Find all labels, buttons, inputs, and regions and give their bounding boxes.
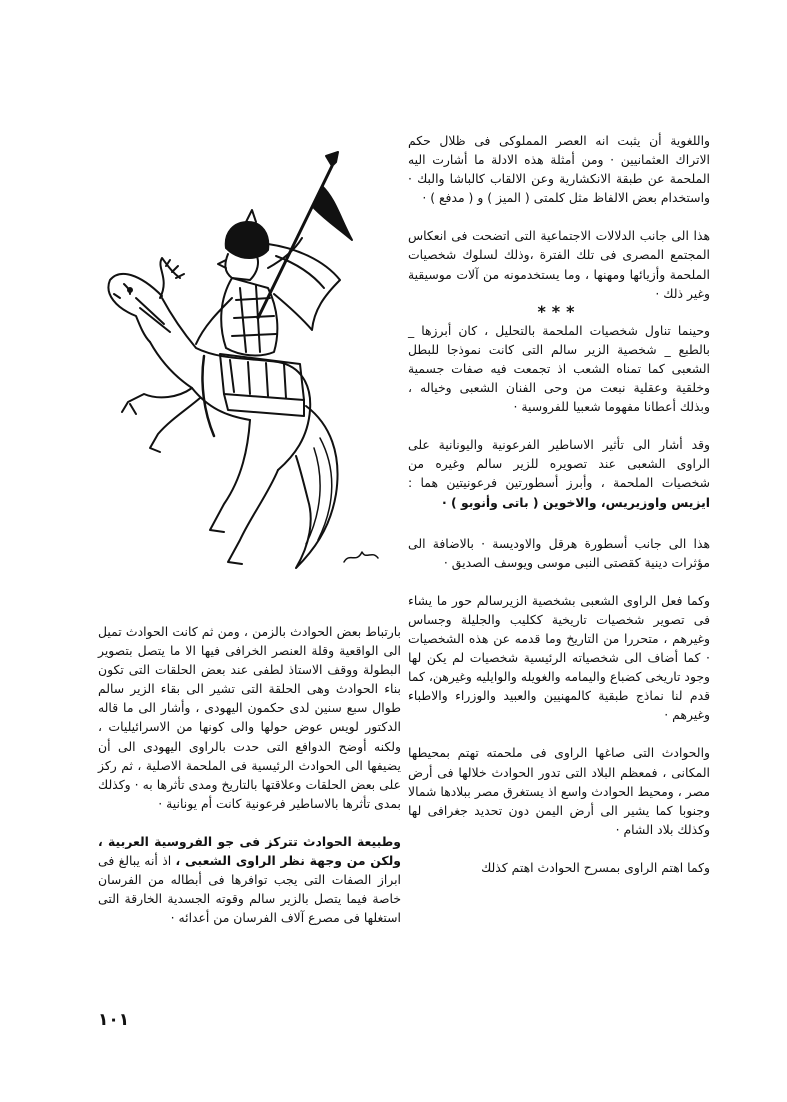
right-text-column [408, 131, 710, 877]
page-number: ١٠١ [98, 1010, 130, 1030]
paragraph-text: اذ أنه يبالغ فى ابراز الصفات التى يجب توافرها فى أبطاله من الفرسان خاصة فيما يتصل بالزير سالم وقوته الجسدية الخارقة التى استغلها فى مصرع آلاف الفرسان من أعدائه · [98, 853, 401, 926]
paragraph [98, 832, 401, 927]
paragraph: هذا الى جانب أسطورة هرقل والاوديسة · بالاضافة الى مؤثرات دينية كقصتى النبى موسى ويوسف الصديق · [408, 535, 710, 570]
paragraph: وكما اهتم الراوى بمسرح الحوادث اهتم كذلك [481, 859, 710, 875]
paragraph: وحينما تناول شخصيات الملحمة بالتحليل ، كان أبرزها _ بالطبع _ شخصية الزير سالم التى كانت نموذجا للبطل الشعبى كما تمناه الشعب اذ تجمعت فيه صفات جسمية وخلقية وعقلية نبعت من وحى الفنان الشعبى وخياله ، وبذلك أعطانا مفهوما شعبيا للفروسية · [408, 322, 710, 415]
paragraph-text: وقد أشار الى تأثير الاساطير الفرعونية واليونانية على الراوى الشعبى عند تصويره للزير سالم وغيره من شخصيات الملحمة ، وأبرز أسطورتين فرعونيتين هما : [408, 437, 710, 491]
horseman-with-spear-illustration [100, 148, 400, 578]
paragraph: بارتباط بعض الحوادث بالزمن ، ومن ثم كانت الحوادث تميل الى الواقعية وقلة العنصر الخرافى فيها الا ما يتصل بتصوير البطولة ووقف الاستاذ لطفى عند بعض الحلقات التى تكون بناء الحوادث وهى الحلقة التى تشير الى بقاء الزير سالم طوال سبع سنين لدى حكمون اليهودى ، وأشار الى ما قاله الدكتور لويس عوض حولها والى كونها من الاسرائيليات ، ولكنه أوضح الدوافع التى حدت بالراوى اليهودى الى أن يضيفها الى الحوادث الرئيسية فى الملحمة الاصلية ، ثم ركز على بعض الحلقات وعلاقتها بالتاريخ ومدى تأثرها به · وكذلك بمدى تأثرها بالاساطير فرعونية كانت أم يونانية · [98, 624, 401, 811]
emphasized-text: وطبيعة الحوادث تتركز فى جو الفروسية العربية ، ولكن من وجهة نظر الراوى الشعبى ، [98, 833, 401, 869]
paragraph: هذا الى جانب الدلالات الاجتماعية التى اتضحت فى انعكاس المجتمع المصرى فى تلك الفترة ،وذلك لسلوك شخصيات الملحمة وأزيائها ومهنها ، وما يستخدمونه من آلات موسيقية وغير ذلك · [408, 228, 710, 301]
paragraph [408, 435, 710, 511]
section-divider-stars: *** [537, 301, 581, 321]
paragraph: وكما فعل الراوى الشعبى بشخصية الزيرسالم حور ما يشاء فى تصوير شخصيات تاريخية ككليب والجليلة وجساس وغيرهم ، متحررا من التاريخ وما قدمه عن هذه الشخصيات · كما أضاف الى شخصياته الرئيسية شخصيات لم يكن لها وجود تاريخى كضباع واليمامه والغويله والوايليه وغيرهن، كما قدم لنا نماذج طبقية كالمهنيين والعبيد والوزراء والاطباء وغيرهم · [408, 592, 710, 723]
paragraph: والحوادث التى صاغها الراوى فى ملحمته تهتم بمحيطها المكانى ، فمعظم البلاد التى تدور الحوادث خلالها فى أرض مصر ، ومحيط الحوادث واسع اذ يستغرق مصر ببلادها شمالا وجنوبا كما يشير الى أرض اليمن دون تحديد جغرافى لها وكذلك بلاد الشام · [408, 745, 710, 837]
myth-names: ايزيس واوزيريس، والاخوين ( باتى وأنوبو ) · [442, 494, 710, 510]
left-text-column [98, 622, 401, 927]
paragraph: واللغوية أن يثبت انه العصر المملوكى فى ظلال حكم الاتراك العثمانيين · ومن أمثلة هذه الادلة ما أشارت اليه الملحمة عن طبقة الانكشارية وعن الالقاب كالباشا والبك · واستخدام بعض الالفاظ مثل كلمتى ( الميز ) و ( مدفع ) · [408, 133, 710, 206]
